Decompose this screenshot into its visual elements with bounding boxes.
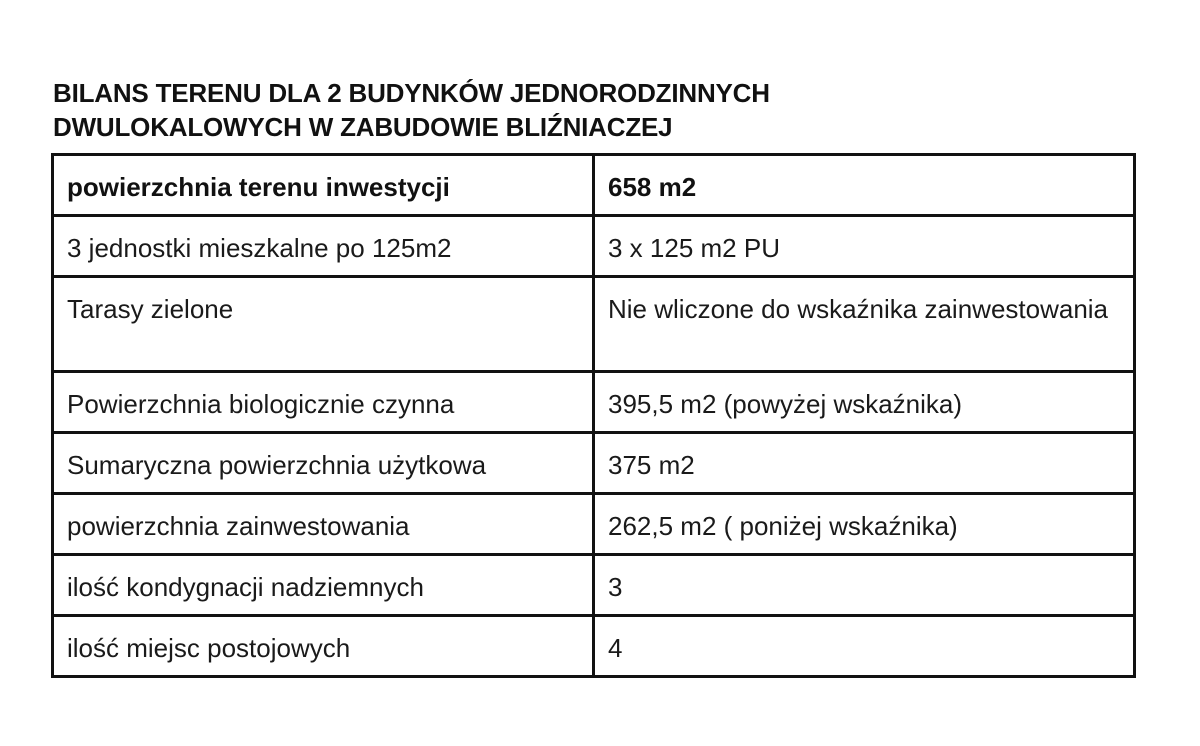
title-line-1: BILANS TERENU DLA 2 BUDYNKÓW JEDNORODZINNYCH <box>53 78 770 108</box>
row-value: 395,5 m2 (powyżej wskaźnika) <box>594 372 1135 433</box>
row-value: 4 <box>594 616 1135 677</box>
row-value: 375 m2 <box>594 433 1135 494</box>
row-value: Nie wliczone do wskaźnika zainwestowania <box>594 277 1135 372</box>
row-value: 3 <box>594 555 1135 616</box>
row-value: 262,5 m2 ( poniżej wskaźnika) <box>594 494 1135 555</box>
document-title <box>53 76 770 144</box>
row-label: ilość kondygnacji nadziemnych <box>53 555 594 616</box>
row-label: powierzchnia terenu inwestycji <box>53 155 594 216</box>
table-row <box>53 433 1135 494</box>
table-row <box>53 555 1135 616</box>
row-value: 658 m2 <box>594 155 1135 216</box>
row-value: 3 x 125 m2 PU <box>594 216 1135 277</box>
table-row <box>53 372 1135 433</box>
table-row <box>53 277 1135 372</box>
table-row <box>53 616 1135 677</box>
row-label: Sumaryczna powierzchnia użytkowa <box>53 433 594 494</box>
land-balance-table <box>51 153 1136 678</box>
row-label: Tarasy zielone <box>53 277 594 372</box>
row-label: 3 jednostki mieszkalne po 125m2 <box>53 216 594 277</box>
table-row <box>53 155 1135 216</box>
row-label: Powierzchnia biologicznie czynna <box>53 372 594 433</box>
table-row <box>53 216 1135 277</box>
title-line-2: DWULOKALOWYCH W ZABUDOWIE BLIŹNIACZEJ <box>53 112 673 142</box>
row-label: powierzchnia zainwestowania <box>53 494 594 555</box>
table-row <box>53 494 1135 555</box>
row-label: ilość miejsc postojowych <box>53 616 594 677</box>
